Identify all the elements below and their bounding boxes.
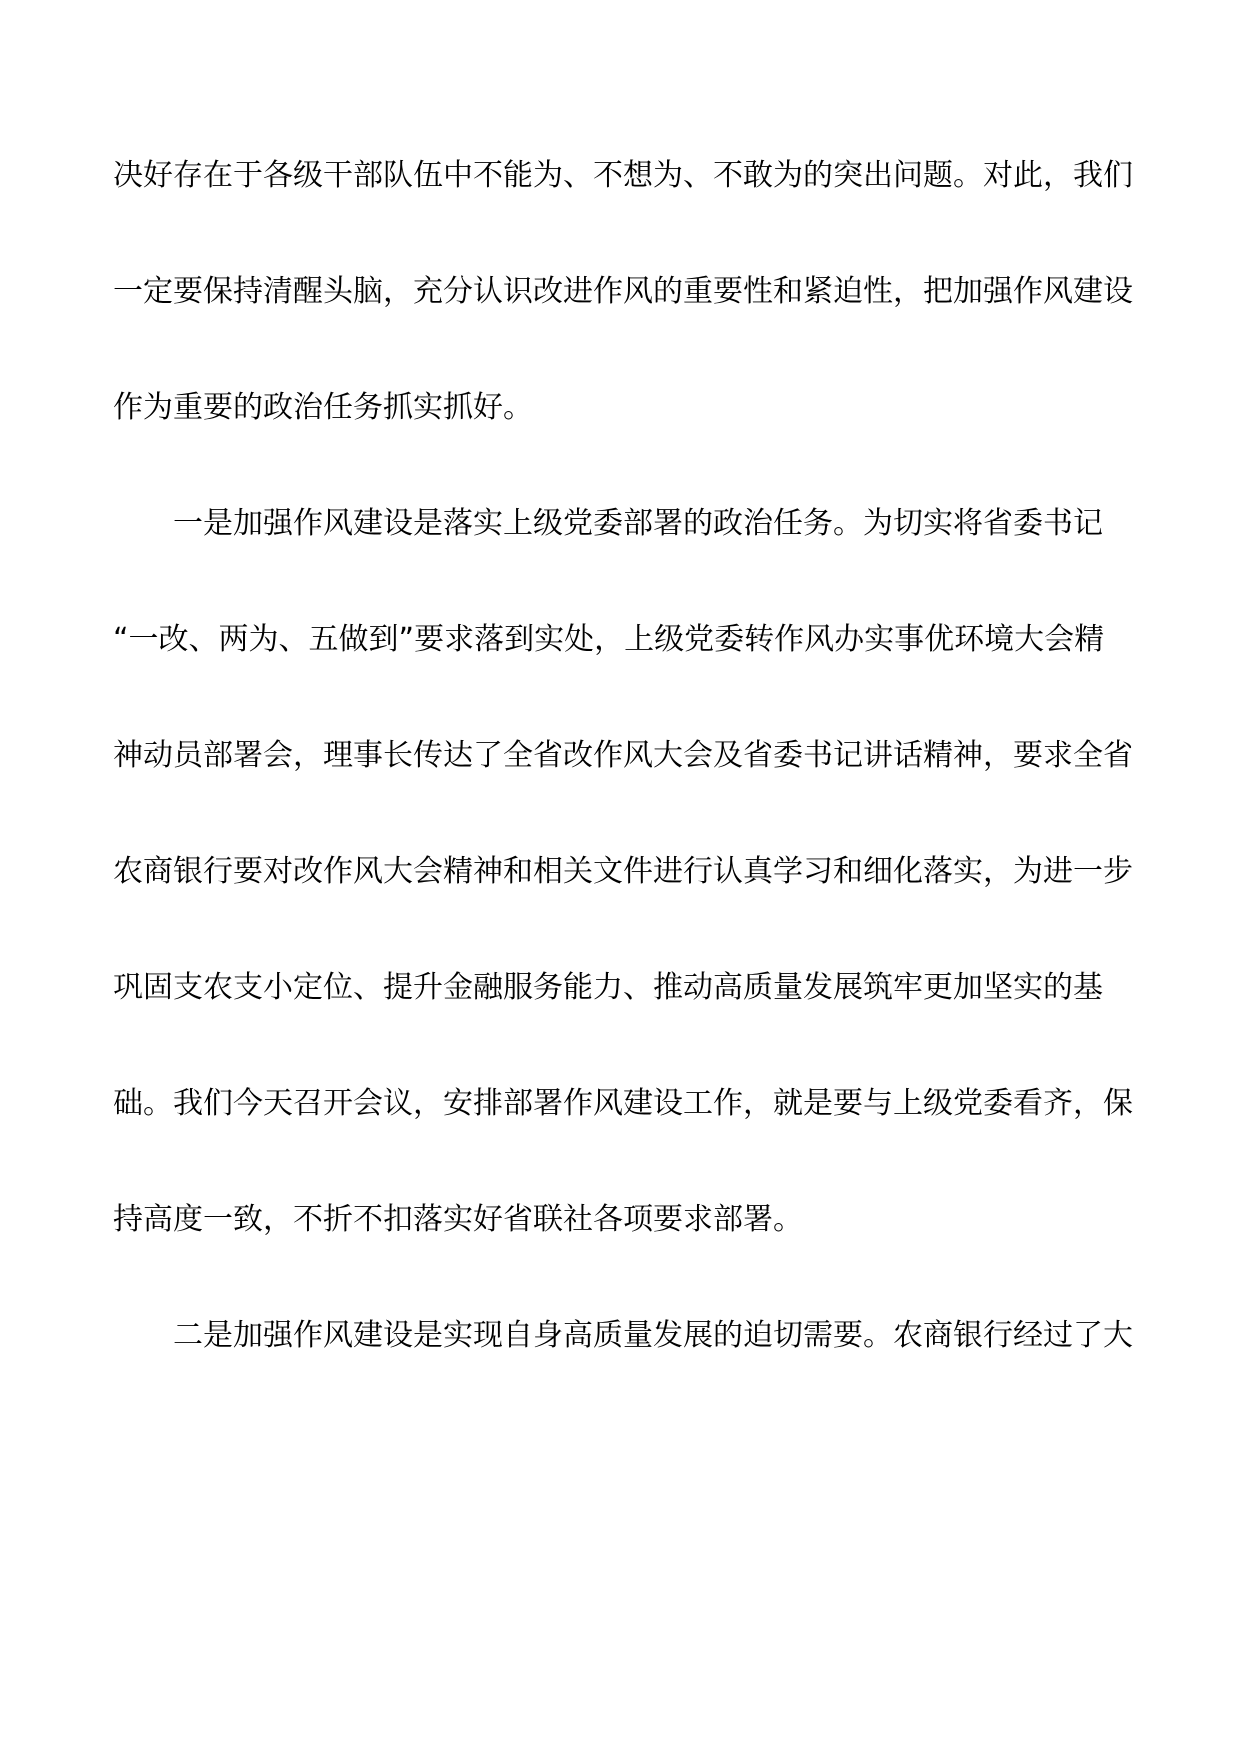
text-line-11: 二是加强作风建设是实现自身高质量发展的迫切需要。农商银行经过了大	[173, 1318, 1133, 1353]
text-line-4: 一是加强作风建设是落实上级党委部署的政治任务。为切实将省委书记	[173, 506, 1103, 541]
text-line-3: 作为重要的政治任务抓实抓好。	[113, 390, 533, 425]
text-line-2: 一定要保持清醒头脑，充分认识改进作风的重要性和紧迫性，把加强作风建设	[113, 274, 1133, 309]
text-line-10: 持高度一致，不折不扣落实好省联社各项要求部署。	[113, 1202, 803, 1237]
text-line-7: 农商银行要对改作风大会精神和相关文件进行认真学习和细化落实，为进一步	[113, 854, 1133, 889]
text-line-9: 础。我们今天召开会议，安排部署作风建设工作，就是要与上级党委看齐，保	[113, 1086, 1133, 1121]
text-line-8: 巩固支农支小定位、提升金融服务能力、推动高质量发展筑牢更加坚实的基	[113, 970, 1103, 1005]
text-line-5: “一改、两为、五做到”要求落到实处，上级党委转作风办实事优环境大会精	[113, 622, 1105, 657]
text-line-6: 神动员部署会，理事长传达了全省改作风大会及省委书记讲话精神，要求全省	[113, 738, 1133, 773]
text-line-1: 决好存在于各级干部队伍中不能为、不想为、不敢为的突出问题。对此，我们	[113, 158, 1133, 193]
